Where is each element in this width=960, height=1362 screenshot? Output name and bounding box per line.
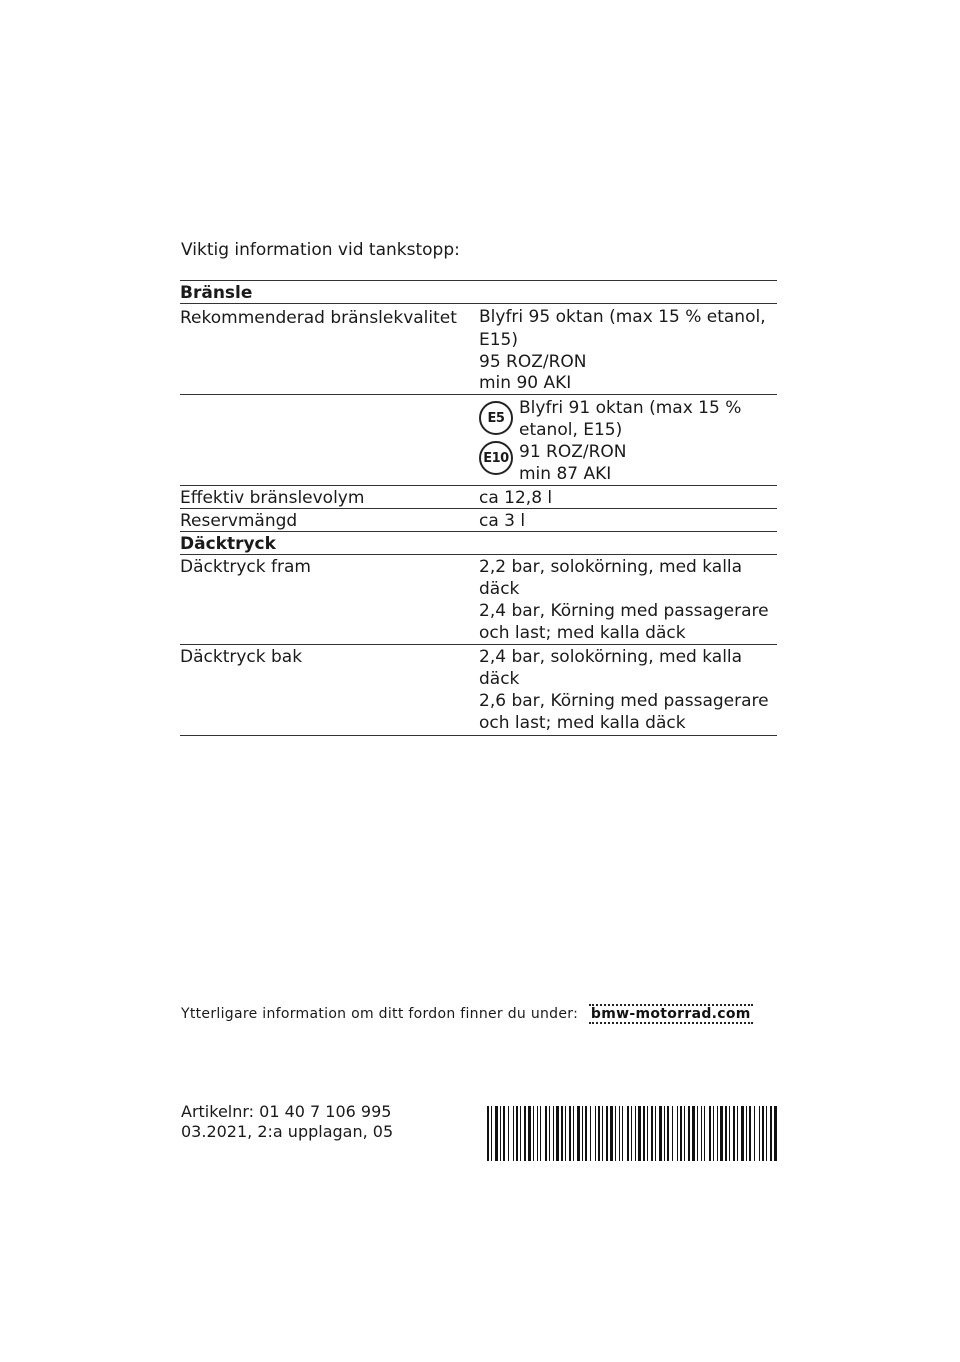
- front-line-4: och last; med kalla däck: [479, 623, 686, 643]
- alt-line-3: 91 ROZ/RON: [519, 442, 627, 462]
- e5-badge-icon: E5: [479, 401, 513, 435]
- rear-tyre-row: [180, 645, 777, 736]
- reserve-value: ca 3 l: [479, 511, 526, 531]
- reserve-label: Reservmängd: [180, 511, 298, 531]
- rear-line-4: och last; med kalla däck: [479, 713, 686, 733]
- rear-tyre-value: [479, 645, 777, 735]
- tyre-header-row: [180, 532, 777, 555]
- e10-badge-icon: E10: [479, 441, 513, 475]
- recommended-line-4: min 90 AKI: [479, 373, 572, 393]
- footer-info-text: Ytterligare information om ditt fordon finner du under:: [181, 1006, 579, 1022]
- recommended-line-2: E15): [479, 330, 519, 350]
- alt-line-4: min 87 AKI: [519, 464, 612, 484]
- website-link[interactable]: bmw-motorrad.com: [590, 1006, 751, 1022]
- front-line-1: 2,2 bar, solokörning, med kalla: [479, 557, 743, 577]
- rear-line-1: 2,4 bar, solokörning, med kalla: [479, 647, 743, 667]
- fuel-header: Bränsle: [180, 283, 253, 303]
- fuel-header-row: [180, 280, 777, 304]
- reserve-row: [180, 509, 777, 532]
- recommended-line-1: Blyfri 95 oktan (max 15 % etanol,: [479, 307, 766, 327]
- recommended-fuel-value: [479, 306, 777, 394]
- article-number: Artikelnr: 01 40 7 106 995: [181, 1102, 392, 1121]
- alt-line-2: etanol, E15): [519, 420, 623, 440]
- info-table: [180, 280, 777, 736]
- front-line-2: däck: [479, 579, 520, 599]
- intro-text: Viktig information vid tankstopp:: [181, 240, 460, 260]
- fuel-volume-value: ca 12,8 l: [479, 488, 553, 508]
- edition-line: 03.2021, 2:a upplagan, 05: [181, 1122, 394, 1141]
- article-info: [181, 1102, 393, 1142]
- recommended-fuel-label: Rekommenderad bränslekvalitet: [180, 308, 457, 328]
- front-tyre-row: [180, 555, 777, 645]
- rear-line-3: 2,6 bar, Körning med passagerare: [479, 691, 769, 711]
- front-line-3: 2,4 bar, Körning med passagerare: [479, 601, 769, 621]
- fuel-volume-row: [180, 486, 777, 509]
- front-tyre-label: Däcktryck fram: [180, 557, 311, 577]
- tyre-header: Däcktryck: [180, 534, 276, 554]
- rear-line-2: däck: [479, 669, 520, 689]
- fuel-badges: [479, 395, 519, 485]
- alternative-fuel-value: [519, 395, 777, 485]
- recommended-fuel-row: [180, 304, 777, 395]
- fuel-volume-label: Effektiv bränslevolym: [180, 488, 365, 508]
- recommended-line-3: 95 ROZ/RON: [479, 352, 587, 372]
- front-tyre-value: [479, 555, 777, 644]
- alternative-fuel-label: [180, 395, 479, 485]
- alt-line-1: Blyfri 91 oktan (max 15 %: [519, 398, 742, 418]
- rear-tyre-label: Däcktryck bak: [180, 647, 303, 667]
- footer-info: [181, 1006, 753, 1022]
- barcode-icon: [487, 1106, 777, 1161]
- alternative-fuel-row: [180, 395, 777, 486]
